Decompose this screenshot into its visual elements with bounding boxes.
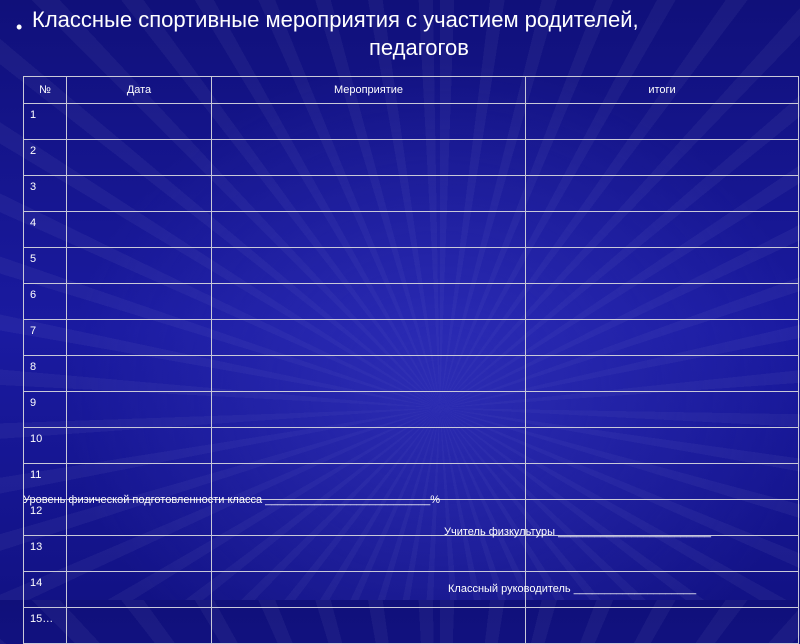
table-header-row [24, 77, 799, 104]
events-table [23, 76, 799, 644]
table-row [24, 320, 799, 356]
table-row [24, 536, 799, 572]
date-cell[interactable] [67, 536, 212, 572]
event-cell[interactable] [212, 104, 526, 140]
row-number-cell: 2 [24, 140, 67, 176]
results-cell[interactable] [526, 428, 799, 464]
date-cell[interactable] [67, 392, 212, 428]
results-cell[interactable] [526, 320, 799, 356]
row-number-cell: 4 [24, 212, 67, 248]
header-date: Дата [67, 77, 212, 104]
event-cell[interactable] [212, 356, 526, 392]
event-cell[interactable] [212, 176, 526, 212]
results-cell[interactable] [526, 104, 799, 140]
table-row [24, 248, 799, 284]
date-cell[interactable] [67, 212, 212, 248]
row-number-cell: 5 [24, 248, 67, 284]
results-cell[interactable] [526, 536, 799, 572]
table-row [24, 212, 799, 248]
row-number-cell: 15… [24, 608, 67, 644]
table-row [24, 356, 799, 392]
row-number-cell: 14 [24, 572, 67, 608]
pe-teacher-line: Учитель физкультуры _________________________ [444, 526, 712, 538]
event-cell[interactable] [212, 536, 526, 572]
date-cell[interactable] [67, 320, 212, 356]
results-cell[interactable] [526, 464, 799, 500]
header-results: итоги [526, 77, 799, 104]
event-cell[interactable] [212, 608, 526, 644]
event-cell[interactable] [212, 428, 526, 464]
row-number-cell: 6 [24, 284, 67, 320]
slide-title [14, 6, 784, 62]
bullet-icon: • [16, 17, 23, 37]
event-cell[interactable] [212, 284, 526, 320]
results-cell[interactable] [526, 140, 799, 176]
results-cell[interactable] [526, 608, 799, 644]
row-number-cell: 7 [24, 320, 67, 356]
date-cell[interactable] [67, 284, 212, 320]
event-cell[interactable] [212, 248, 526, 284]
results-cell[interactable] [526, 212, 799, 248]
date-cell[interactable] [67, 608, 212, 644]
table-row [24, 392, 799, 428]
results-cell[interactable] [526, 284, 799, 320]
row-number-cell: 1 [24, 104, 67, 140]
results-cell[interactable] [526, 248, 799, 284]
fitness-level-line: Уровень физической подготовленности класса ___________________________% [23, 494, 441, 506]
table-row [24, 428, 799, 464]
date-cell[interactable] [67, 356, 212, 392]
date-cell[interactable] [67, 572, 212, 608]
class-teacher-line: Классный руководитель ____________________ [448, 583, 697, 595]
date-cell[interactable] [67, 248, 212, 284]
row-number-cell: 3 [24, 176, 67, 212]
row-number-cell: 11 [24, 464, 67, 500]
results-cell[interactable] [526, 356, 799, 392]
table-row [24, 176, 799, 212]
title-line-1: Классные спортивные мероприятия с участием родителей, [32, 7, 639, 32]
row-number-cell: 13 [24, 536, 67, 572]
event-cell[interactable] [212, 320, 526, 356]
title-line-2: педагогов [369, 35, 469, 60]
table-row [24, 140, 799, 176]
row-number-cell: 8 [24, 356, 67, 392]
date-cell[interactable] [67, 140, 212, 176]
date-cell[interactable] [67, 176, 212, 212]
header-number: № [24, 77, 67, 104]
table-row [24, 104, 799, 140]
header-event: Мероприятие [212, 77, 526, 104]
table-row [24, 608, 799, 644]
table-row [24, 284, 799, 320]
date-cell[interactable] [67, 104, 212, 140]
results-cell[interactable] [526, 176, 799, 212]
table-body [24, 104, 799, 644]
event-cell[interactable] [212, 212, 526, 248]
event-cell[interactable] [212, 140, 526, 176]
event-cell[interactable] [212, 392, 526, 428]
row-number-cell: 12 [24, 500, 67, 536]
row-number-cell: 10 [24, 428, 67, 464]
date-cell[interactable] [67, 428, 212, 464]
results-cell[interactable] [526, 392, 799, 428]
row-number-cell: 9 [24, 392, 67, 428]
